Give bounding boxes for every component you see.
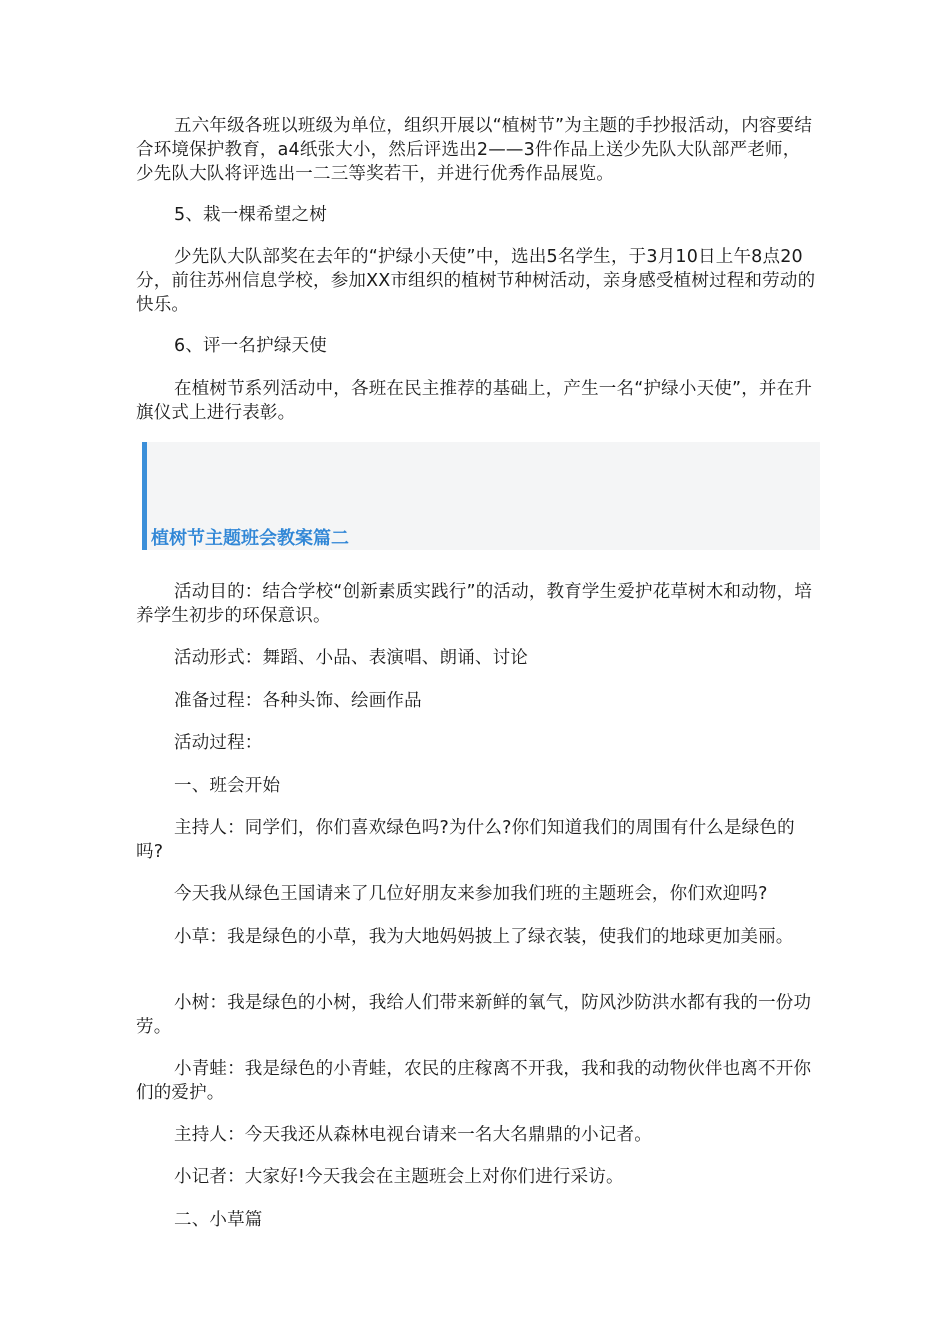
section-heading: 植树节主题班会教案篇二 <box>151 528 349 549</box>
paragraph-host-question: 主持人：同学们，你们喜欢绿色吗?为什么?你们知道我们的周围有什么是绿色的吗? <box>136 818 795 862</box>
paragraph-handcopy-newspaper: 五六年级各班以班级为单位，组织开展以“植树节”为主题的手抄报活动，内容要结合环境保护教育，a4纸张大小，然后评选出2——3件作品上送少先队大队部严老师，少先队大队将评选出一二三等奖若干，并进行优秀作品展览。 <box>136 116 813 184</box>
paragraph-grass: 小草：我是绿色的小草，我为大地妈妈披上了绿衣装，使我们的地球更加美丽。 <box>174 927 794 947</box>
paragraph-tree: 小树：我是绿色的小树，我给人们带来新鲜的氧气，防风沙防洪水都有我的一份功劳。 <box>136 993 812 1037</box>
paragraph-plant-tree: 少先队大队部奖在去年的“护绿小天使”中，选出5名学生，于3月10日上午8点20分，前往苏州信息学校，参加XX市组织的植树节种树活动，亲身感受植树过程和劳动的快乐。 <box>136 247 816 315</box>
paragraph-frog: 小青蛙：我是绿色的小青蛙，农民的庄稼离不开我，我和我的动物伙伴也离不开你们的爱护。 <box>136 1059 812 1103</box>
paragraph-host-reporter: 主持人：今天我还从森林电视台请来一名大名鼎鼎的小记者。 <box>174 1125 652 1145</box>
paragraph-reporter: 小记者：大家好!今天我会在主题班会上对你们进行采访。 <box>174 1167 624 1187</box>
paragraph-host-invite: 今天我从绿色王国请来了几位好朋友来参加我们班的主题班会，你们欢迎吗? <box>174 884 768 904</box>
section-heading-box <box>142 442 820 550</box>
step-1-heading: 一、班会开始 <box>174 776 281 796</box>
paragraph-activity-process: 活动过程： <box>174 733 263 753</box>
step-2-heading: 二、小草篇 <box>174 1210 263 1230</box>
paragraph-activity-form: 活动形式：舞蹈、小品、表演唱、朗诵、讨论 <box>174 648 528 668</box>
paragraph-preparation: 准备过程：各种头饰、绘画作品 <box>174 691 422 711</box>
paragraph-activity-goal: 活动目的：结合学校“创新素质实践行”的活动，教育学生爱护花草树木和动物，培养学生初步的环保意识。 <box>136 582 813 626</box>
item-6-heading: 6、评一名护绿天使 <box>174 336 327 356</box>
paragraph-green-angel: 在植树节系列活动中，各班在民主推荐的基础上，产生一名“护绿小天使”，并在升旗仪式上进行表彰。 <box>136 379 813 423</box>
item-5-heading: 5、栽一棵希望之树 <box>174 205 327 225</box>
